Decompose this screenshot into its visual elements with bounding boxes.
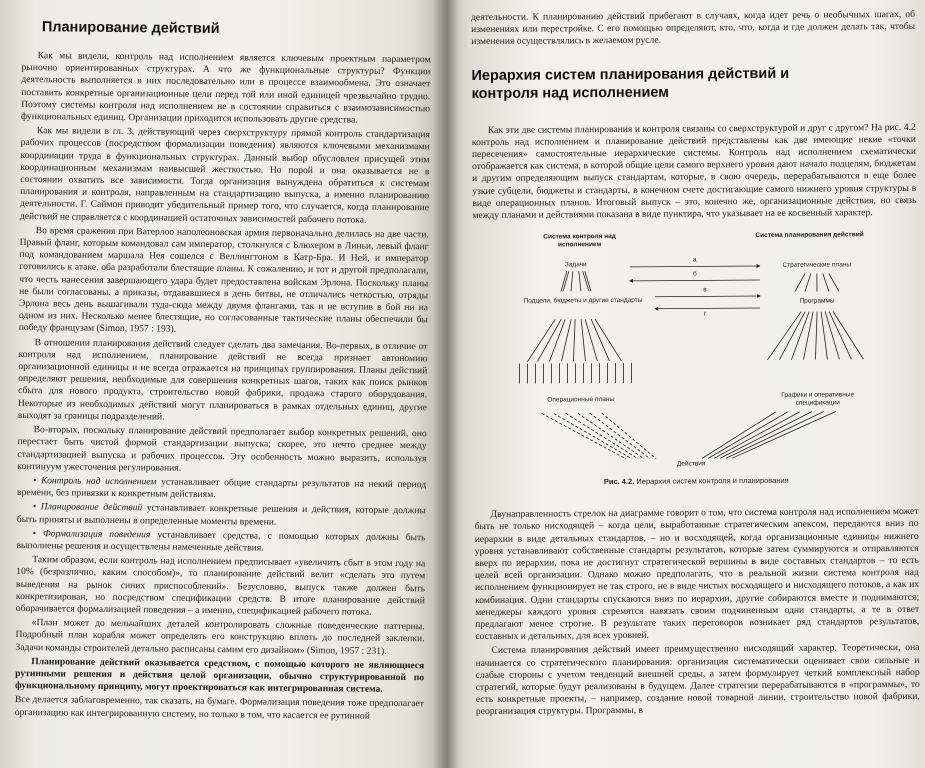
paragraph: Как мы видели, контроль над исполнением является ключевым проектным параметром рыночно ориентированных структурах. А что же функциональные структуры? Функции деятельность выполняется в них последовательно или в процессе взаимообмена. Это означает поставить конкретные организационные цели перед той или иной единицей чрезвычайно трудно. Поэтому системы контроля над исполнением не в состоянии справиться с взаимозависимостью функциональных единиц. Организации приходится использовать другие средства. — [20, 50, 431, 126]
bold-paragraph: Планирование действий оказывается средством, с помощью которого не являющиеся рутинными решения и действия целой организации, обычно структурированной по функциональному принципу, могут проектироваться как интегрированная система. — [14, 655, 425, 695]
link-arrow-c — [655, 296, 760, 297]
diagram-node-goals: Задачи — [564, 261, 587, 269]
figure-caption — [474, 475, 918, 487]
diagram-node-schedules: Графики и оперативные спецификации — [781, 391, 855, 407]
bullet-item: • Формализация поведения устанавливает средства, с помощью которых должны быть выполнены решения и осуществлены намеченные действия. — [16, 527, 426, 554]
schedules-to-actions-arrows — [702, 412, 836, 459]
diagram-arrow-label-d: г — [703, 310, 707, 318]
section-title-action-planning: Планирование действий — [41, 19, 220, 38]
subgoals-to-operational-arrows — [527, 319, 621, 362]
paragraph: Таким образом, если контроль над исполнением предписывает «увеличить сбыт в этом году на 10% (безразлично, каким способом)», то планирование действий велит «сделать это путем выведения на рынок синих приспособлений». Безусловно, выпуск также должен быть конкретизирован, но посредством спецификации средств. В итоге планирование действий оборачивается формализацией поведения – а именно, спецификацией рабочего потока. — [15, 554, 426, 618]
bullet-term: Планирование действий — [40, 501, 143, 514]
diagram-node-actions: Действия — [676, 460, 706, 468]
right-page — [445, 0, 925, 768]
paragraph: Все делается заблаговременно, так сказать, на бумаге. Формализация поведения тоже предполагает организацию как интегрированную систему, но только в том, что касается ее рутинной — [14, 694, 424, 722]
right-page-content — [471, 9, 920, 719]
diagram-arrow-label-b: б — [692, 270, 697, 278]
bullet-item: • Контроль над исполнением устанавливает общие стандарты результатов на некий период времени, без привязки к конкретным действиям. — [16, 475, 427, 501]
diagram-arrow-label-c: в — [703, 286, 707, 294]
goals-to-subgoals-arrows — [561, 271, 591, 291]
paragraph: Как мы видели в гл. 3, действующий через сверхструктуру прямой контроль стандартизация рабочих процессов (посредством формализации поведения) являются ключевыми механизмами координации труда в функциональных структурах. Данный выбор обусловлен присущей этим координационным механизмам наивысшей жесткостью. Но порой и она оказывается не в состоянии охватить все зависимости. Тогда организация вынуждена обратиться к системам планирования и контроля, направленным на стандартизацию выпуска, а именно планированию деятельности. Г. Саймон приводит убедительный пример того, что случается, когда планирование действий не справляется с координацией остаточных зависимостей рабочего потока. — [19, 125, 430, 226]
figure-caption-number: Рис. 4.2. — [603, 477, 635, 487]
strategic-to-programs-arrows — [795, 274, 839, 292]
paragraph: Во время сражения при Ватерлоо наполеоновская армия первоначально делилась на две части. Правый фланг, которым командовал сам император, столкнулся с Блюхером в Линьи, левый фланг под командованием маршала Нея сошелся с Веллингтоном в Катр-Бра. И Ней, и император готовились к атаке, оба разработали блестящие планы. К сожалению, и тот и другой предполагали, что честь нанесения завершающего удара будет предоставлена войскам Эрлона. Поскольку планы не были согласованы, а приказы, отдававшиеся в день битвы, не отличались четкостью, отряды Эрлона весь день вышагивали туда-сюда между двумя флангами, так и не вступив в бой ни на одном из них. Несколько менее блестящие, но согласованные тактические планы обеспечили бы победу французам (Simon, 1957 : 193). — [18, 224, 429, 336]
paragraph: Система планирования действий имеет преимущественно нисходящий характер. Теоретически, она начинается со стратегического планирования: организация систематически оценивает свои сильные и слабые стороны с учетом тенденций внешней среды, а затем формулирует четкий комплексный набор стратегий, которые будут реализованы в будущем. Далее стратегии перерабатываются в «программы», то есть конкретные проекты, – например, создание новой товарной линии, строительство новой фабрики, реорганизация структуры. Программы, в — [475, 642, 920, 718]
paragraph: В отношении планирования действий следует сделать два замечания. Во-первых, в отличие от контроля над исполнением, планирование действий не всегда признает автономию организационной единицы и не всегда отражается на принципах группирования. Планы действий определяют решения, необходимые для совершения конкретных шагов, таких как поиск рынков сбыта для нового продукта, строительство новой фабрики, продажа старого оборудования. Некоторые из необходимых действий могут планироваться в рамках отдельных единиц, другие выходят за границы подразделений. — [17, 336, 428, 423]
link-arrow-b — [630, 280, 760, 281]
diagram-header-performance-control: Система контроля над исполнением — [543, 233, 616, 249]
figure-caption-text: Иерархия систем контроля и планирования — [636, 476, 789, 487]
link-arrow-a — [630, 266, 760, 267]
diagram-node-programs: Программы — [799, 297, 835, 305]
operational-to-actions-dashed — [542, 413, 656, 460]
diagram-node-subgoals: Подцели, бюджеты и другие стандарты — [523, 297, 643, 305]
bullet-text: устанавливает конкретные решения и действия, которые должны быть приняты и выполнены в определенные моменты времени. — [16, 502, 426, 528]
bullet-term: Формализация поведения — [42, 527, 151, 541]
link-arrow-d — [655, 308, 760, 309]
bullet-text: устанавливает общие стандарты результатов на некий период времени, без привязки к конкретным действиям. — [16, 476, 427, 501]
operational-arrow-row — [519, 363, 631, 384]
diagram-arrow-label-a: а — [692, 256, 697, 264]
diagram-node-strategic-plans: Стратегические планы — [782, 261, 852, 270]
bullet-text: устанавливает средства, с помощью которых должны быть выполнены решения и осуществлены намеченные действия. — [16, 529, 426, 554]
paragraph: деятельности. К планированию действий прибегают в случаях, когда идет речь о необычных шагах, об изменениях или перестройке. С его помощью определяют, кто, что, когда и где должен делать так, чтобы изменения осуществлялись в желаемом русле. — [471, 8, 916, 48]
paragraph: Как эти две системы планирования и контроля связаны со сверхструктурой и друг с другом? На рис. 4.2 контроль над исполнением и планирование действий представлены как две имеющие некие «точки пересечения» самостоятельные иерархические системы. Контроль над исполнением схематически отображается как система, в которой общие цели самого верхнего уровня дают начало подцелям, бюджетам и другим определяющим выпуск стандартам, которые, в свою очередь, перерабатываются в еще более узкие субцели, бюджеты и стандарты, в конечном счете достигающие самого нижнего уровня структуры в виде операционных планов. Итоговый выпуск – это, конечно же, организационные действия, но связь между планами и действиями показана в виде пунктира, что указывает на ее косвенный характер. — [471, 121, 917, 222]
left-page-content — [15, 18, 431, 723]
quote-paragraph: «План может до мельчайших деталей контролировать сложные поведенческие паттерны. Подробный план корабля может определять его конструкцию вплоть до последней заклепки. Задачи команды строителей детально расписаны самим его дизайном» (Simon, 1957 : 231). — [15, 617, 425, 657]
programs-to-schedules-arrows — [767, 312, 863, 361]
figure-4-2-diagram — [505, 231, 887, 474]
paragraph: Во-вторых, поскольку планирование действий предполагает выбор конкретных решений, оно перестает быть чистой формой стандартизации выпуска; скорее, это нечто среднее между стандартизацией выпуска и рабочих процессов. Эту особенность можно выразить, используя континуум ужесточения регулирования. — [17, 424, 427, 474]
diagram-header-action-planning: Система планирования действий — [755, 231, 864, 240]
bullet-item: • Планирование действий устанавливает конкретные решения и действия, которые должны быть приняты и выполнены в определенные моменты времени. — [16, 501, 426, 528]
section-title-hierarchy: Иерархия систем планирования действий и контроля над исполнением — [471, 65, 790, 102]
paragraph: Двунаправленность стрелок на диаграмме говорит о том, что система контроля над исполнением может быть не только нисходящей – когда цели, выработанные стратегическим апексом, передаются вниз по иерархии в виде детальных стандартов, – но и восходящей, когда организационные единицы нижнего уровня устанавливают собственные стандарты результатов, которые затем суммируются и отправляются вверх по иерархии, пока не достигнут стратегической вершины в виде составных стандартов – то есть целей всей организации. Однако можно предполагать, что в реальной жизни система контроля над исполнением функционирует не так строго, не в виде чистых восходящего и нисходящего потоков, а как их комбинация. Одни стандарты спускаются вниз по иерархии, другие собираются вместе и поднимаются; менеджеры каждого уровня стремятся навязать своим подчиненным одни стандарты, а те в ответ предлагают менее строгие. В результате таких переговоров возникает ряд стандартов результатов, составных и детальных, для всех уровней. — [474, 506, 920, 643]
diagram-node-operational-plans: Операционные планы — [547, 396, 615, 404]
bullet-term: Контроль над исполнением — [41, 475, 157, 488]
left-page — [0, 0, 445, 768]
